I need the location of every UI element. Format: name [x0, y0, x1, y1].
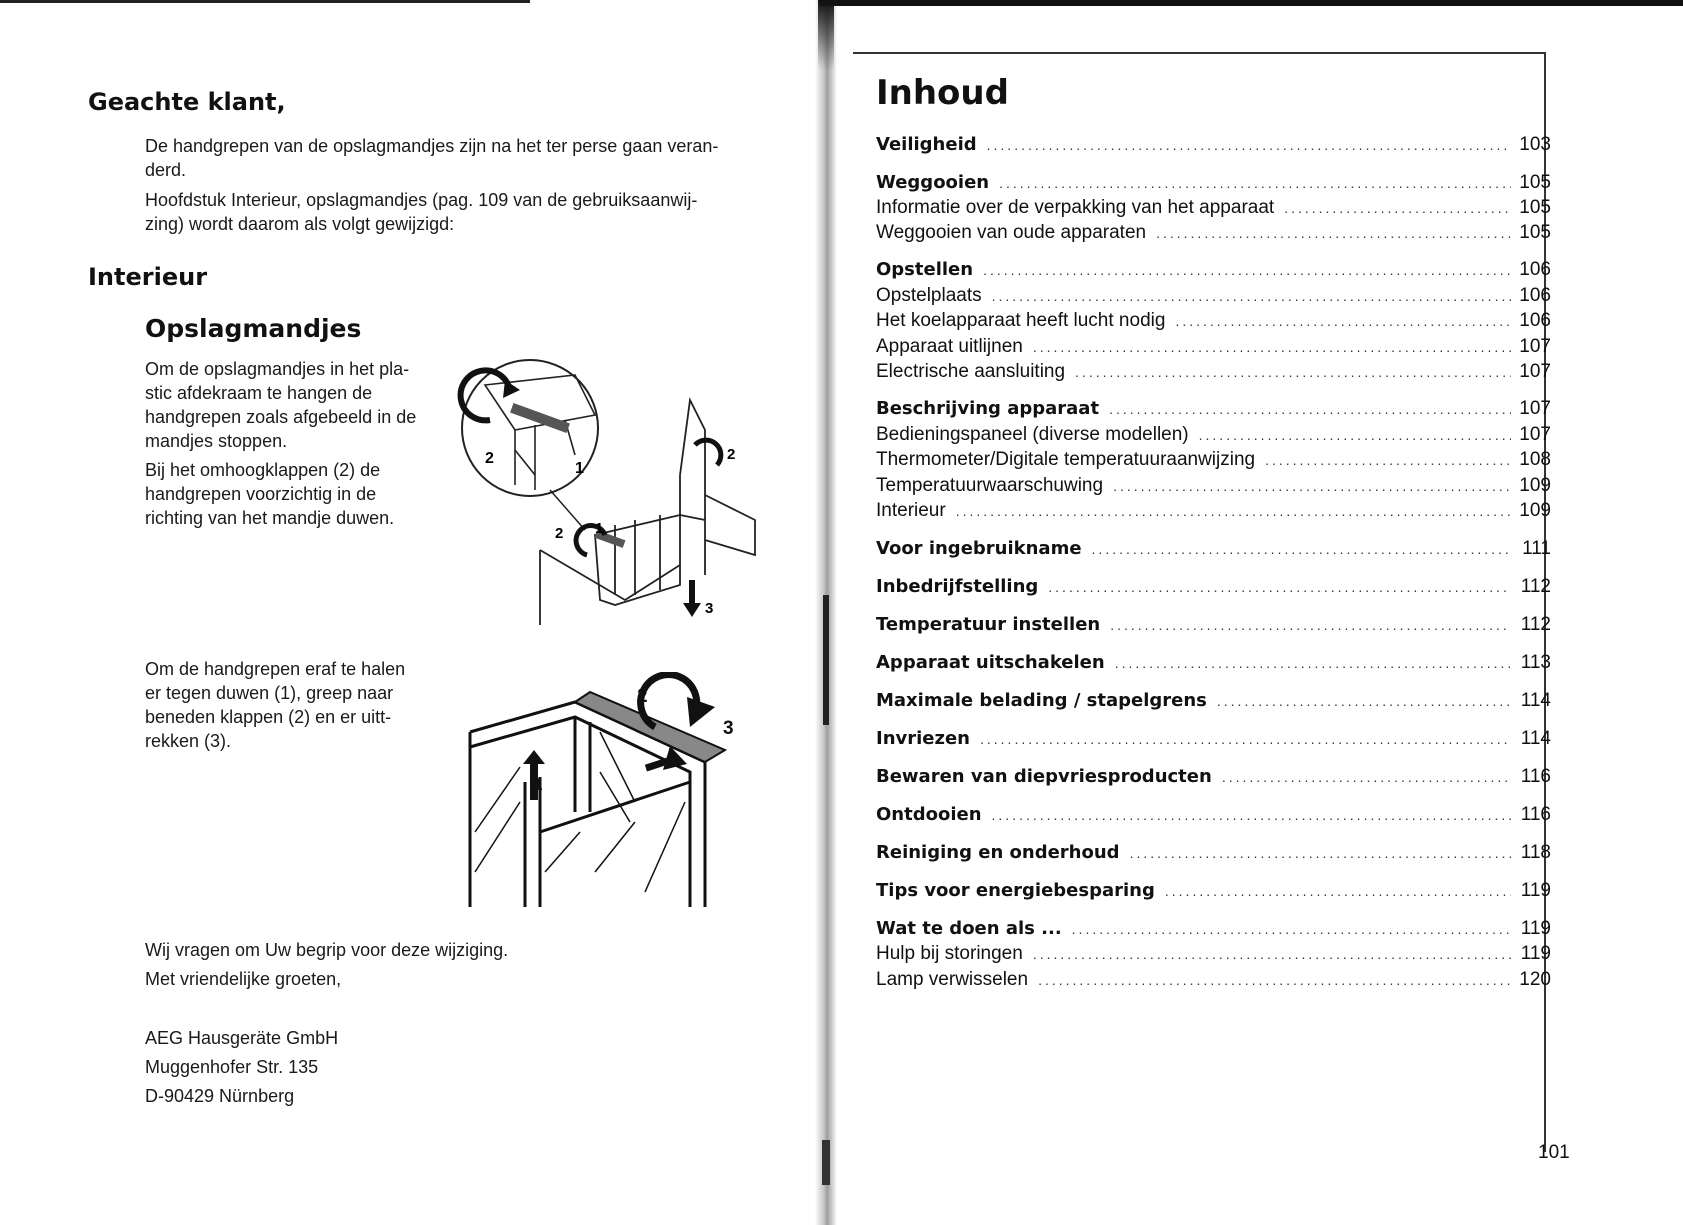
- closing-line: Wij vragen om Uw begrip voor deze wijziging.: [145, 940, 509, 960]
- toc-entry-label: Inbedrijfstelling: [876, 576, 1039, 597]
- figure-label: 1: [533, 775, 543, 794]
- toc-entry: [876, 134, 1551, 156]
- subsection-title: Opslagmandjes: [145, 314, 362, 343]
- toc-entry: [876, 222, 1551, 244]
- figure-label: 1: [595, 520, 604, 537]
- scan-edge-top-left: [0, 0, 530, 3]
- toc-entry-page: 114: [1520, 728, 1551, 749]
- toc-entry-page: 113: [1520, 652, 1551, 673]
- figure-label: 2: [555, 525, 564, 542]
- book-spine-mark: [823, 595, 829, 725]
- toc-entry-page: 119: [1520, 918, 1551, 939]
- figure-label: 3: [705, 600, 714, 617]
- toc-entry-label: Interieur: [876, 500, 946, 521]
- toc-entry-page: 119: [1520, 943, 1551, 964]
- toc-entry: [876, 943, 1551, 965]
- toc-dot-leader: [1033, 339, 1511, 355]
- toc-entry-page: 107: [1519, 424, 1551, 445]
- toc-entry-label: Beschrijving apparaat: [876, 398, 1100, 419]
- toc-entry-label: Het koelapparaat heeft lucht nodig: [876, 310, 1166, 331]
- toc-dot-leader: [1110, 617, 1511, 633]
- toc-dot-leader: [1109, 401, 1511, 417]
- toc-entry-page: 112: [1520, 614, 1551, 635]
- toc-entry: [876, 424, 1551, 446]
- toc-dot-leader: [1038, 972, 1511, 988]
- toc-entry-label: Ontdooien: [876, 804, 982, 825]
- toc-entry: [876, 172, 1551, 194]
- toc-entry-page: 106: [1519, 259, 1551, 280]
- book-spine-top: [818, 0, 834, 70]
- toc-entry-label: Invriezen: [876, 728, 970, 749]
- toc-dot-leader: [1130, 845, 1511, 861]
- toc-entry-page: 112: [1520, 576, 1551, 597]
- toc-dot-leader: [980, 731, 1511, 747]
- toc-entry-page: 107: [1519, 361, 1551, 382]
- closing-line: Met vriendelijke groeten,: [145, 969, 342, 989]
- toc-entry: [876, 690, 1551, 712]
- toc-entry-page: 106: [1519, 285, 1551, 306]
- intro-line: De handgrepen van de opslagmandjes zijn na het ter perse gaan veran-: [145, 136, 719, 156]
- toc-entry: [876, 398, 1551, 420]
- toc-entry-label: Weggooien: [876, 172, 990, 193]
- toc-entry-page: 119: [1520, 880, 1551, 901]
- toc-dot-leader: [1165, 883, 1511, 899]
- intro-line: Hoofdstuk Interieur, opslagmandjes (pag. 109 van de gebruiksaanwij-: [145, 190, 698, 210]
- company-address: [145, 1024, 338, 1111]
- toc-entry-label: Opstellen: [876, 259, 974, 280]
- toc-entry-page: 105: [1519, 197, 1551, 218]
- toc-entry: [876, 576, 1551, 598]
- figure-label: 2: [727, 446, 736, 463]
- book-spine-mark-bottom: [822, 1140, 830, 1185]
- toc-entry-label: Wat te doen als ...: [876, 918, 1062, 939]
- toc-entry: [876, 500, 1551, 522]
- toc-entry: [876, 969, 1551, 991]
- toc-entry-label: Hulp bij storingen: [876, 943, 1023, 964]
- toc-entry-label: Veiligheid: [876, 134, 977, 155]
- toc-entry-label: Reiniging en onderhoud: [876, 842, 1120, 863]
- toc-entry-page: 111: [1522, 538, 1551, 559]
- toc-entry-label: Voor ingebruikname: [876, 538, 1082, 559]
- toc-dot-leader: [956, 503, 1511, 519]
- greeting-heading: Geachte klant,: [88, 88, 286, 116]
- intro-line: derd.: [145, 160, 187, 180]
- toc-entry-label: Informatie over de verpakking van het apparaat: [876, 197, 1275, 218]
- figure-label: 2: [637, 686, 648, 707]
- toc-entry-page: 109: [1519, 500, 1551, 521]
- toc-entry: [876, 880, 1551, 902]
- toc-entry-label: Electrische aansluiting: [876, 361, 1066, 382]
- toc-entry-label: Lamp verwisselen: [876, 969, 1029, 990]
- instruction-line: beneden klappen (2) en er uitt-: [145, 707, 392, 727]
- instruction-line: richting van het mandje duwen.: [145, 508, 395, 528]
- toc-dot-leader: [1033, 946, 1511, 962]
- toc-entry-page: 103: [1519, 134, 1551, 155]
- toc-entry: [876, 285, 1551, 307]
- toc-entry: [876, 259, 1551, 281]
- instruction-block-1: [145, 357, 445, 530]
- toc-entry-page: 107: [1519, 336, 1551, 357]
- toc-dot-leader: [983, 262, 1511, 278]
- toc-entry-label: Bewaren van diepvriesproducten: [876, 766, 1212, 787]
- toc-entry: [876, 475, 1551, 497]
- toc-entry: [876, 842, 1551, 864]
- address-line: Muggenhofer Str. 135: [145, 1057, 319, 1077]
- scan-edge-top-right: [820, 0, 1683, 6]
- toc-dot-leader: [1284, 200, 1511, 216]
- toc-entry-label: Temperatuur instellen: [876, 614, 1101, 635]
- instruction-line: Om de handgrepen eraf te halen: [145, 659, 406, 679]
- toc-entry: [876, 614, 1551, 636]
- instruction-line: mandjes stoppen.: [145, 431, 288, 451]
- toc-entry-page: 109: [1519, 475, 1551, 496]
- toc-entry-page: 106: [1519, 310, 1551, 331]
- toc-entry-page: 114: [1520, 690, 1551, 711]
- toc-entry: [876, 918, 1551, 940]
- basket-mount-illustration: [455, 355, 765, 630]
- toc-dot-leader: [1199, 427, 1511, 443]
- toc-entry-page: 118: [1520, 842, 1551, 863]
- toc-entry: [876, 766, 1551, 788]
- figure-label: 3: [723, 718, 734, 739]
- figure-label: 2: [485, 450, 494, 467]
- page-number: 101: [1538, 1142, 1570, 1163]
- toc-dot-leader: [1072, 921, 1511, 937]
- toc-dot-leader: [1092, 541, 1511, 557]
- instruction-line: rekken (3).: [145, 731, 232, 751]
- closing-paragraph: [145, 936, 770, 994]
- toc-entry: [876, 197, 1551, 219]
- toc-dot-leader: [1175, 313, 1511, 329]
- toc-entry: [876, 310, 1551, 332]
- toc-entry-page: 108: [1519, 449, 1551, 470]
- toc-dot-leader: [1156, 225, 1511, 241]
- address-line: AEG Hausgeräte GmbH: [145, 1028, 339, 1048]
- freezer-basket-lines: [540, 400, 755, 625]
- toc-entry: [876, 652, 1551, 674]
- toc-title: Inhoud: [876, 73, 1009, 113]
- toc-dot-leader: [1222, 769, 1511, 785]
- toc-entry-label: Thermometer/Digitale temperatuuraanwijzing: [876, 449, 1256, 470]
- toc-entry: [876, 804, 1551, 826]
- toc-dot-leader: [1075, 364, 1511, 380]
- intro-line: zing) wordt daarom als volgt gewijzigd:: [145, 214, 455, 234]
- toc-entry: [876, 538, 1551, 560]
- toc-dot-leader: [1265, 452, 1511, 468]
- toc-entry: [876, 728, 1551, 750]
- section-title: Interieur: [88, 263, 208, 291]
- down-arrow-icon: [689, 580, 695, 605]
- intro-paragraph: [145, 134, 770, 236]
- toc-dot-leader: [987, 137, 1511, 153]
- address-line: D-90429 Nürnberg: [145, 1086, 295, 1106]
- toc-entry-page: 105: [1519, 172, 1551, 193]
- toc-entry-page: 105: [1519, 222, 1551, 243]
- rotate-arrowhead-icon: [687, 697, 715, 727]
- instruction-line: Om de opslagmandjes in het pla-: [145, 359, 410, 379]
- toc-entry: [876, 361, 1551, 383]
- rotate-arrow-icon: [695, 440, 721, 465]
- toc-entry-page: 116: [1520, 804, 1551, 825]
- instruction-line: er tegen duwen (1), greep naar: [145, 683, 394, 703]
- toc-entry-page: 107: [1519, 398, 1551, 419]
- instruction-line: handgrepen zoals afgebeeld in de: [145, 407, 417, 427]
- toc-dot-leader: [1048, 579, 1511, 595]
- toc-dot-leader: [1115, 655, 1511, 671]
- down-arrowhead-icon: [683, 603, 701, 617]
- toc-entry-page: 116: [1520, 766, 1551, 787]
- instruction-line: Bij het omhoogklappen (2) de: [145, 460, 381, 480]
- toc-entry-label: Opstelplaats: [876, 285, 982, 306]
- toc-frame-top: [853, 52, 1545, 54]
- toc-dot-leader: [992, 807, 1511, 823]
- handle-removal-illustration: [465, 672, 755, 912]
- instruction-block-2: [145, 657, 445, 753]
- instruction-line: handgrepen voorzichtig in de: [145, 484, 377, 504]
- toc-entry-label: Apparaat uitlijnen: [876, 336, 1023, 357]
- instruction-line: stic afdekraam te hangen de: [145, 383, 373, 403]
- toc-entry: [876, 336, 1551, 358]
- toc-entry-label: Maximale belading / stapelgrens: [876, 690, 1207, 711]
- toc-entry-label: Tips voor energiebesparing: [876, 880, 1155, 901]
- toc-entry-label: Weggooien van oude apparaten: [876, 222, 1147, 243]
- toc-entry-label: Temperatuurwaarschuwing: [876, 475, 1104, 496]
- toc-entry-page: 120: [1519, 969, 1551, 990]
- toc-dot-leader: [999, 175, 1511, 191]
- toc-dot-leader: [992, 288, 1511, 304]
- toc-dot-leader: [1113, 478, 1511, 494]
- toc-entry-label: Apparaat uitschakelen: [876, 652, 1105, 673]
- figure-label: 1: [575, 460, 584, 477]
- toc-entry: [876, 449, 1551, 471]
- toc-dot-leader: [1217, 693, 1511, 709]
- toc-entry-label: Bedieningspaneel (diverse modellen): [876, 424, 1189, 445]
